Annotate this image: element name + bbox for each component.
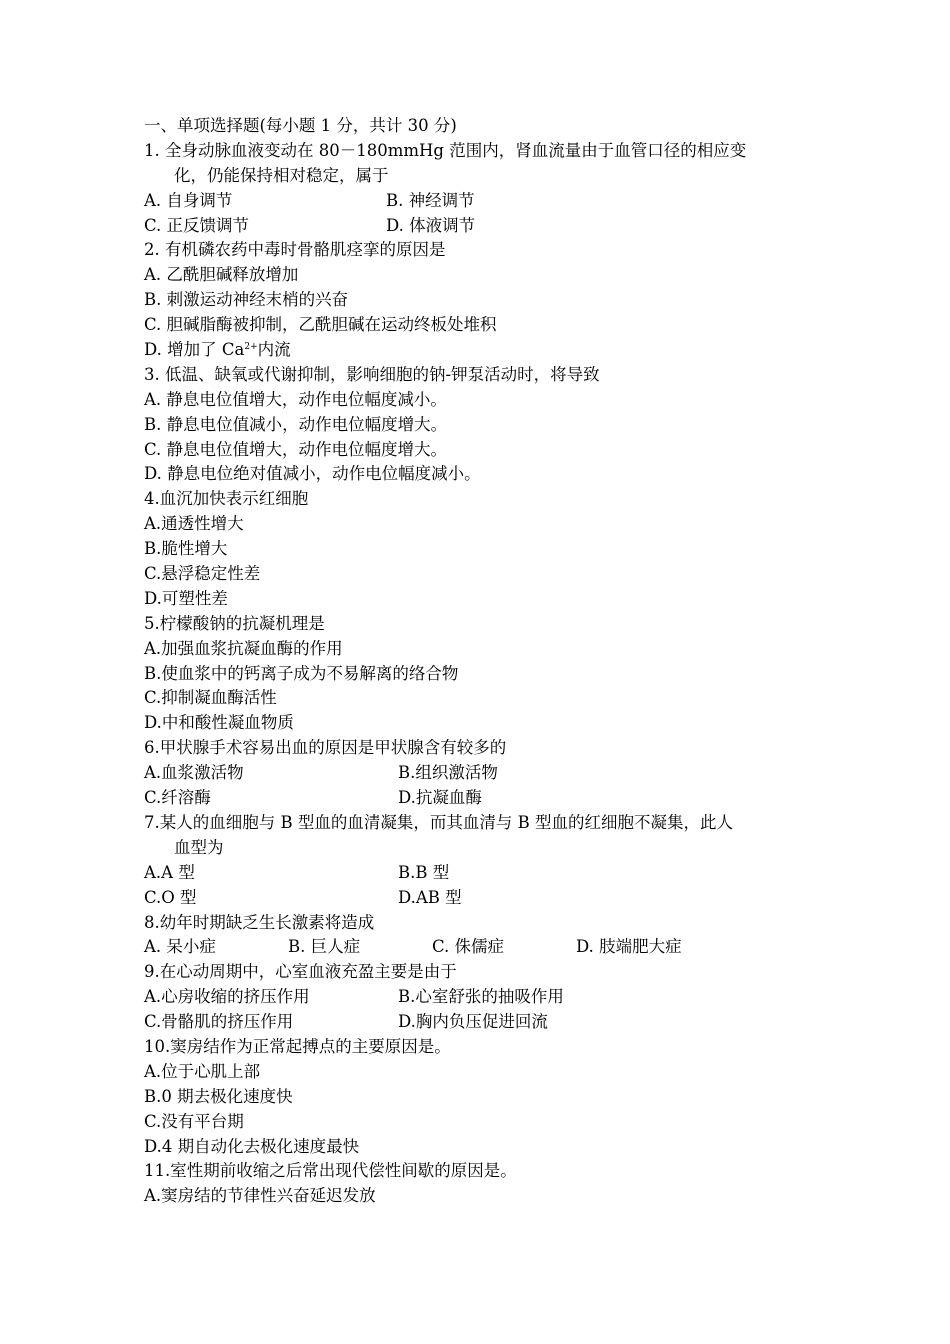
question-1-option-b: B. 神经调节 xyxy=(386,190,475,210)
question-10-option-d: D.4 期自动化去极化速度最快 xyxy=(144,1136,360,1156)
question-2-option-c: C. 胆碱脂酶被抑制，乙酰胆碱在运动终板处堆积 xyxy=(144,315,497,335)
question-1-options-row-2 xyxy=(144,214,824,239)
question-4-option-c: C.悬浮稳定性差 xyxy=(144,564,261,584)
question-9-option-a: A.心房收缩的挤压作用 xyxy=(144,987,310,1007)
question-2-option-b: B. 刺激运动神经末梢的兴奋 xyxy=(144,290,349,310)
question-2-option-d xyxy=(144,338,824,363)
question-7-option-d: D.AB 型 xyxy=(398,887,462,907)
question-2-option-d-superscript: 2+ xyxy=(244,342,258,353)
question-8-options-row xyxy=(144,935,824,960)
question-7-option-b: B.B 型 xyxy=(398,862,450,882)
question-10-option-b: B.0 期去极化速度快 xyxy=(144,1086,293,1106)
question-7-options-row-2 xyxy=(144,886,824,911)
question-10-option-a: A.位于心肌上部 xyxy=(144,1061,261,1081)
question-6-option-b: B.组织激活物 xyxy=(398,763,498,783)
question-7-stem-continued: 血型为 xyxy=(174,837,224,857)
question-8-option-d: D. 肢端肥大症 xyxy=(576,937,682,957)
question-2-option-d-suffix: 内流 xyxy=(257,340,291,360)
question-2-option-a: A. 乙酰胆碱释放增加 xyxy=(144,265,299,285)
question-7-stem: 7.某人的血细胞与 B 型血的血清凝集，而其血清与 B 型血的红细胞不凝集，此人 xyxy=(144,812,733,832)
question-9-option-d: D.胸内负压促进回流 xyxy=(398,1012,548,1032)
question-6-option-d: D.抗凝血酶 xyxy=(398,788,482,808)
question-3-stem: 3. 低温、缺氧或代谢抑制，影响细胞的钠-钾泵活动时，将导致 xyxy=(144,364,600,384)
question-1-stem-continued: 化，仍能保持相对稳定，属于 xyxy=(174,165,389,185)
question-9-stem: 9.在心动周期中，心室血液充盈主要是由于 xyxy=(144,962,457,982)
question-8-stem: 8.幼年时期缺乏生长激素将造成 xyxy=(144,912,375,932)
question-3-option-c: C. 静息电位值增大，动作电位幅度增大。 xyxy=(144,439,448,459)
question-5-option-c: C.抑制凝血酶活性 xyxy=(144,688,277,708)
question-1-options-row-1 xyxy=(144,189,824,214)
question-5-option-d: D.中和酸性凝血物质 xyxy=(144,713,294,733)
question-4-option-b: B.脆性增大 xyxy=(144,539,228,559)
question-6-option-a: A.血浆激活物 xyxy=(144,763,244,783)
question-5-stem: 5.柠檬酸钠的抗凝机理是 xyxy=(144,613,325,633)
question-8-option-b: B. 巨人症 xyxy=(288,937,361,957)
question-1-option-c: C. 正反馈调节 xyxy=(144,215,250,235)
question-9-options-row-2 xyxy=(144,1010,824,1035)
section-title: 一、单项选择题(每小题 1 分，共计 30 分) xyxy=(144,116,457,135)
question-8-option-c: C. 侏儒症 xyxy=(432,937,505,957)
question-6-option-c: C.纤溶酶 xyxy=(144,788,211,808)
question-9-option-c: C.骨骼肌的挤压作用 xyxy=(144,1012,294,1032)
question-9-options-row-1 xyxy=(144,985,824,1010)
question-1-stem: 1. 全身动脉血液变动在 80－180mmHg 范围内，肾血流量由于血管口径的相应变 xyxy=(144,140,747,160)
question-11-stem: 11.室性期前收缩之后常出现代偿性间歇的原因是。 xyxy=(144,1161,517,1181)
question-2-stem: 2. 有机磷农药中毒时骨骼肌痉挛的原因是 xyxy=(144,240,446,260)
question-3-option-a: A. 静息电位值增大，动作电位幅度减小。 xyxy=(144,389,447,409)
question-11-option-a: A.窦房结的节律性兴奋延迟发放 xyxy=(144,1186,376,1206)
question-7-option-a: A.A 型 xyxy=(144,862,195,882)
question-1-option-a: A. 自身调节 xyxy=(144,190,233,210)
question-3-option-b: B. 静息电位值减小，动作电位幅度增大。 xyxy=(144,414,448,434)
question-7-options-row-1 xyxy=(144,861,824,886)
question-6-options-row-1 xyxy=(144,761,824,786)
question-4-option-d: D.可塑性差 xyxy=(144,588,228,608)
question-1-option-d: D. 体液调节 xyxy=(386,215,476,235)
question-6-options-row-2 xyxy=(144,786,824,811)
question-7-option-c: C.O 型 xyxy=(144,887,197,907)
question-2-option-d-text: D. 增加了 Ca xyxy=(144,340,245,360)
question-3-option-d: D. 静息电位绝对值减小，动作电位幅度减小。 xyxy=(144,464,481,484)
question-8-option-a: A. 呆小症 xyxy=(144,937,216,957)
question-5-option-b: B.使血浆中的钙离子成为不易解离的络合物 xyxy=(144,663,459,683)
question-4-option-a: A.通透性增大 xyxy=(144,514,244,534)
question-4-stem: 4.血沉加快表示红细胞 xyxy=(144,489,309,509)
question-10-stem: 10.窦房结作为正常起搏点的主要原因是。 xyxy=(144,1036,451,1056)
question-5-option-a: A.加强血浆抗凝血酶的作用 xyxy=(144,638,343,658)
exam-document xyxy=(144,114,824,1209)
question-6-stem: 6.甲状腺手术容易出血的原因是甲状腺含有较多的 xyxy=(144,738,507,758)
question-10-option-c: C.没有平台期 xyxy=(144,1111,244,1131)
question-9-option-b: B.心室舒张的抽吸作用 xyxy=(398,987,564,1007)
